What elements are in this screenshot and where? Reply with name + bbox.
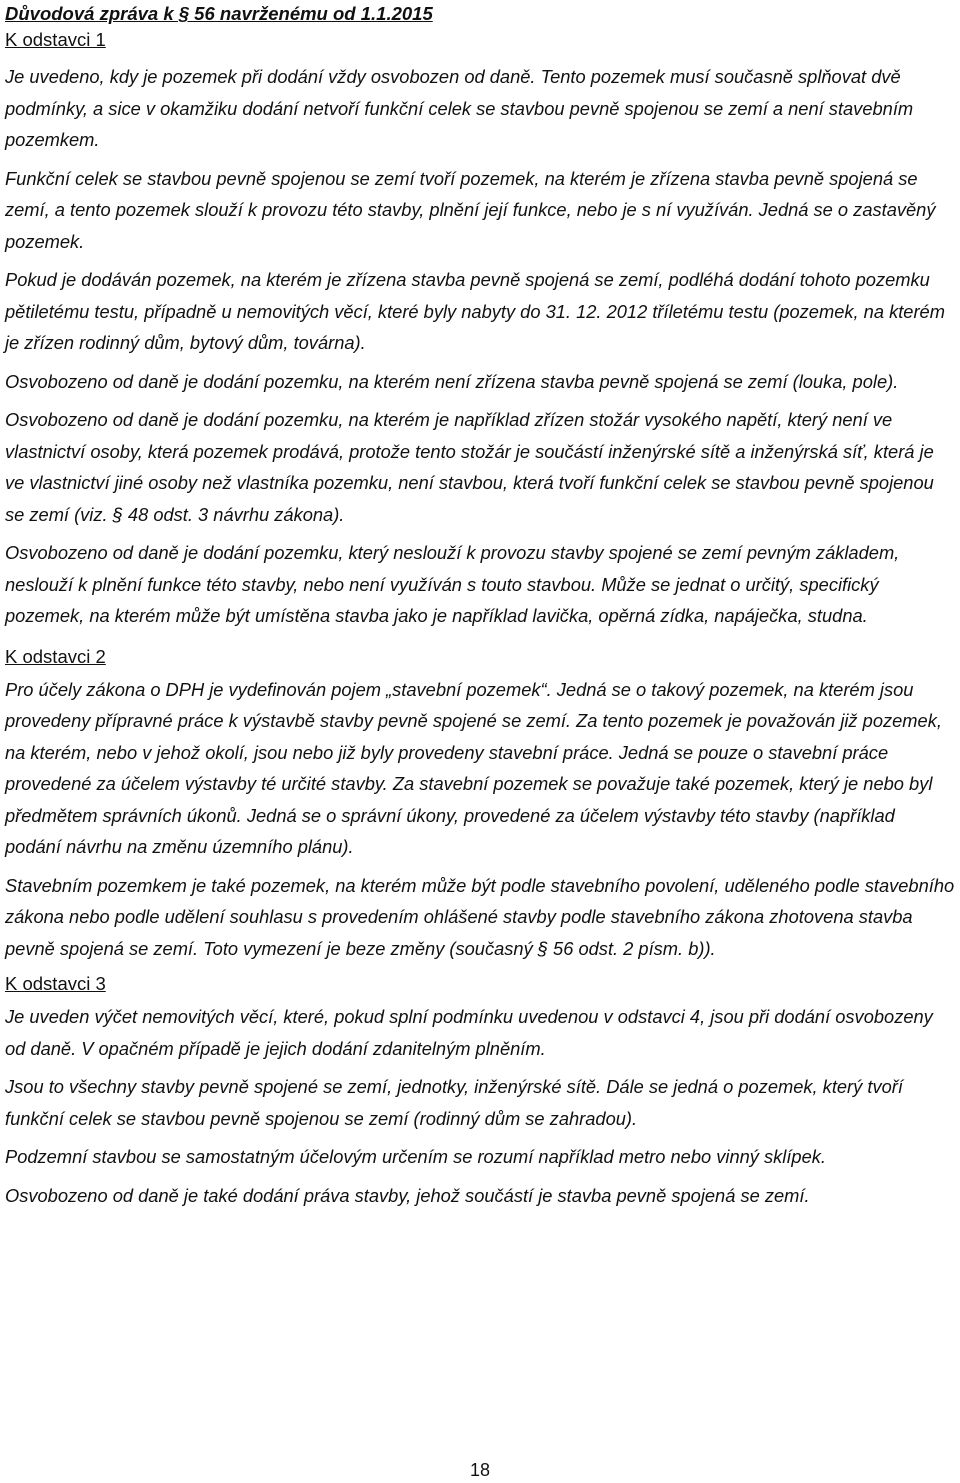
- paragraph: Jsou to všechny stavby pevně spojené se zemí, jednotky, inženýrské sítě. Dále se jedná o pozemek, který tvoří funkční celek se stavbou pevně spojenou se zemí (rodinný dům se zahradou).: [5, 1076, 903, 1129]
- paragraph: Osvobozeno od daně je dodání pozemku, na kterém není zřízena stavba pevně spojená se zemí (louka, pole).: [5, 370, 899, 392]
- paragraph: Osvobozeno od daně je dodání pozemku, na kterém je například zřízen stožár vysokého napětí, který není ve vlastnictví osoby, která pozemek prodává, protože tento stožár je součástí inženýrské sítě a inženýrská síť, která je ve vlastnictví jiné osoby než vlastníka pozemku, není stavbou, která tvoří funkční celek se stavbou pevně spojenou se zemí (viz. § 48 odst. 3 návrhu zákona).: [5, 409, 934, 525]
- section-1: [5, 27, 955, 632]
- paragraph: Je uveden výčet nemovitých věcí, které, pokud splní podmínku uvedenou v odstavci 4, jsou při dodání osvobozeny od daně. V opačném případě je jejich dodání zdanitelným plněním.: [5, 1006, 933, 1059]
- section-heading: K odstavci 3: [5, 973, 106, 994]
- page-number: 18: [469, 1460, 491, 1480]
- paragraph: Funkční celek se stavbou pevně spojenou se zemí tvoří pozemek, na kterém je zřízena stavba pevně spojená se zemí, a tento pozemek slouží k provozu této stavby, plnění její funkce, nebo je s ní využíván. Jedná se o zastavěný pozemek.: [5, 167, 936, 252]
- paragraph: Osvobozeno od daně je dodání pozemku, který neslouží k provozu stavby spojené se zemí pevným základem, neslouží k plnění funkce této stavby, nebo není využíván s touto stavbou. Může se jednat o určitý, specifický pozemek, na kterém může být umístěna stavba jako je například lavička, opěrná zídka, napáječka, studna.: [5, 542, 900, 626]
- section-3: [5, 971, 955, 1211]
- section-2: [5, 644, 955, 965]
- paragraph: Podzemní stavbou se samostatným účelovým určením se rozumí například metro nebo vinný sklípek.: [5, 1146, 826, 1167]
- section-heading: K odstavci 1: [5, 29, 106, 50]
- paragraph: Pokud je dodáván pozemek, na kterém je zřízena stavba pevně spojená se zemí, podléhá dodání tohoto pozemku pětiletému testu, případně u nemovitých věcí, které byly nabyty do 31. 12. 2012 tříletému testu (pozemek, na kterém je zřízen rodinný dům, bytový dům, továrna).: [5, 269, 945, 353]
- document-title: Důvodová zpráva k § 56 navrženému od 1.1.2015: [5, 3, 433, 24]
- paragraph: Stavebním pozemkem je také pozemek, na kterém může být podle stavebního povolení, uděleného podle stavebního zákona nebo podle udělení souhlasu s provedením ohlášené stavby podle stavebního zákona zhotovena stavba pevně spojená se zemí. Toto vymezení je beze změny (současný § 56 odst. 2 písm. b)).: [5, 874, 955, 959]
- paragraph: Je uvedeno, kdy je pozemek při dodání vždy osvobozen od daně. Tento pozemek musí současně splňovat dvě podmínky, a sice v okamžiku dodání netvoří funkční celek se stavbou pevně spojenou se zemí a není stavebním pozemkem.: [5, 66, 914, 150]
- paragraph: Osvobozeno od daně je také dodání práva stavby, jehož součástí je stavba pevně spojená se zemí.: [5, 1184, 810, 1206]
- paragraph: Pro účely zákona o DPH je vydefinován pojem „stavební pozemek“. Jedná se o takový pozemek, na kterém jsou provedeny přípravné práce k výstavbě stavby pevně spojené se zemí. Za tento pozemek je považován již pozemek, na kterém, nebo v jehož okolí, jsou nebo již byly provedeny stavební práce. Jedná se pouze o stavební práce provedené za účelem výstavby té určité stavby. Za stavební pozemek se považuje také pozemek, který je nebo byl předmětem správních úkonů. Jedná se o správní úkony, provedené za účelem výstavby této stavby (například podání návrhu na změnu územního plánu).: [5, 678, 942, 857]
- document-page: [5, 0, 955, 1211]
- section-heading: K odstavci 2: [5, 645, 106, 667]
